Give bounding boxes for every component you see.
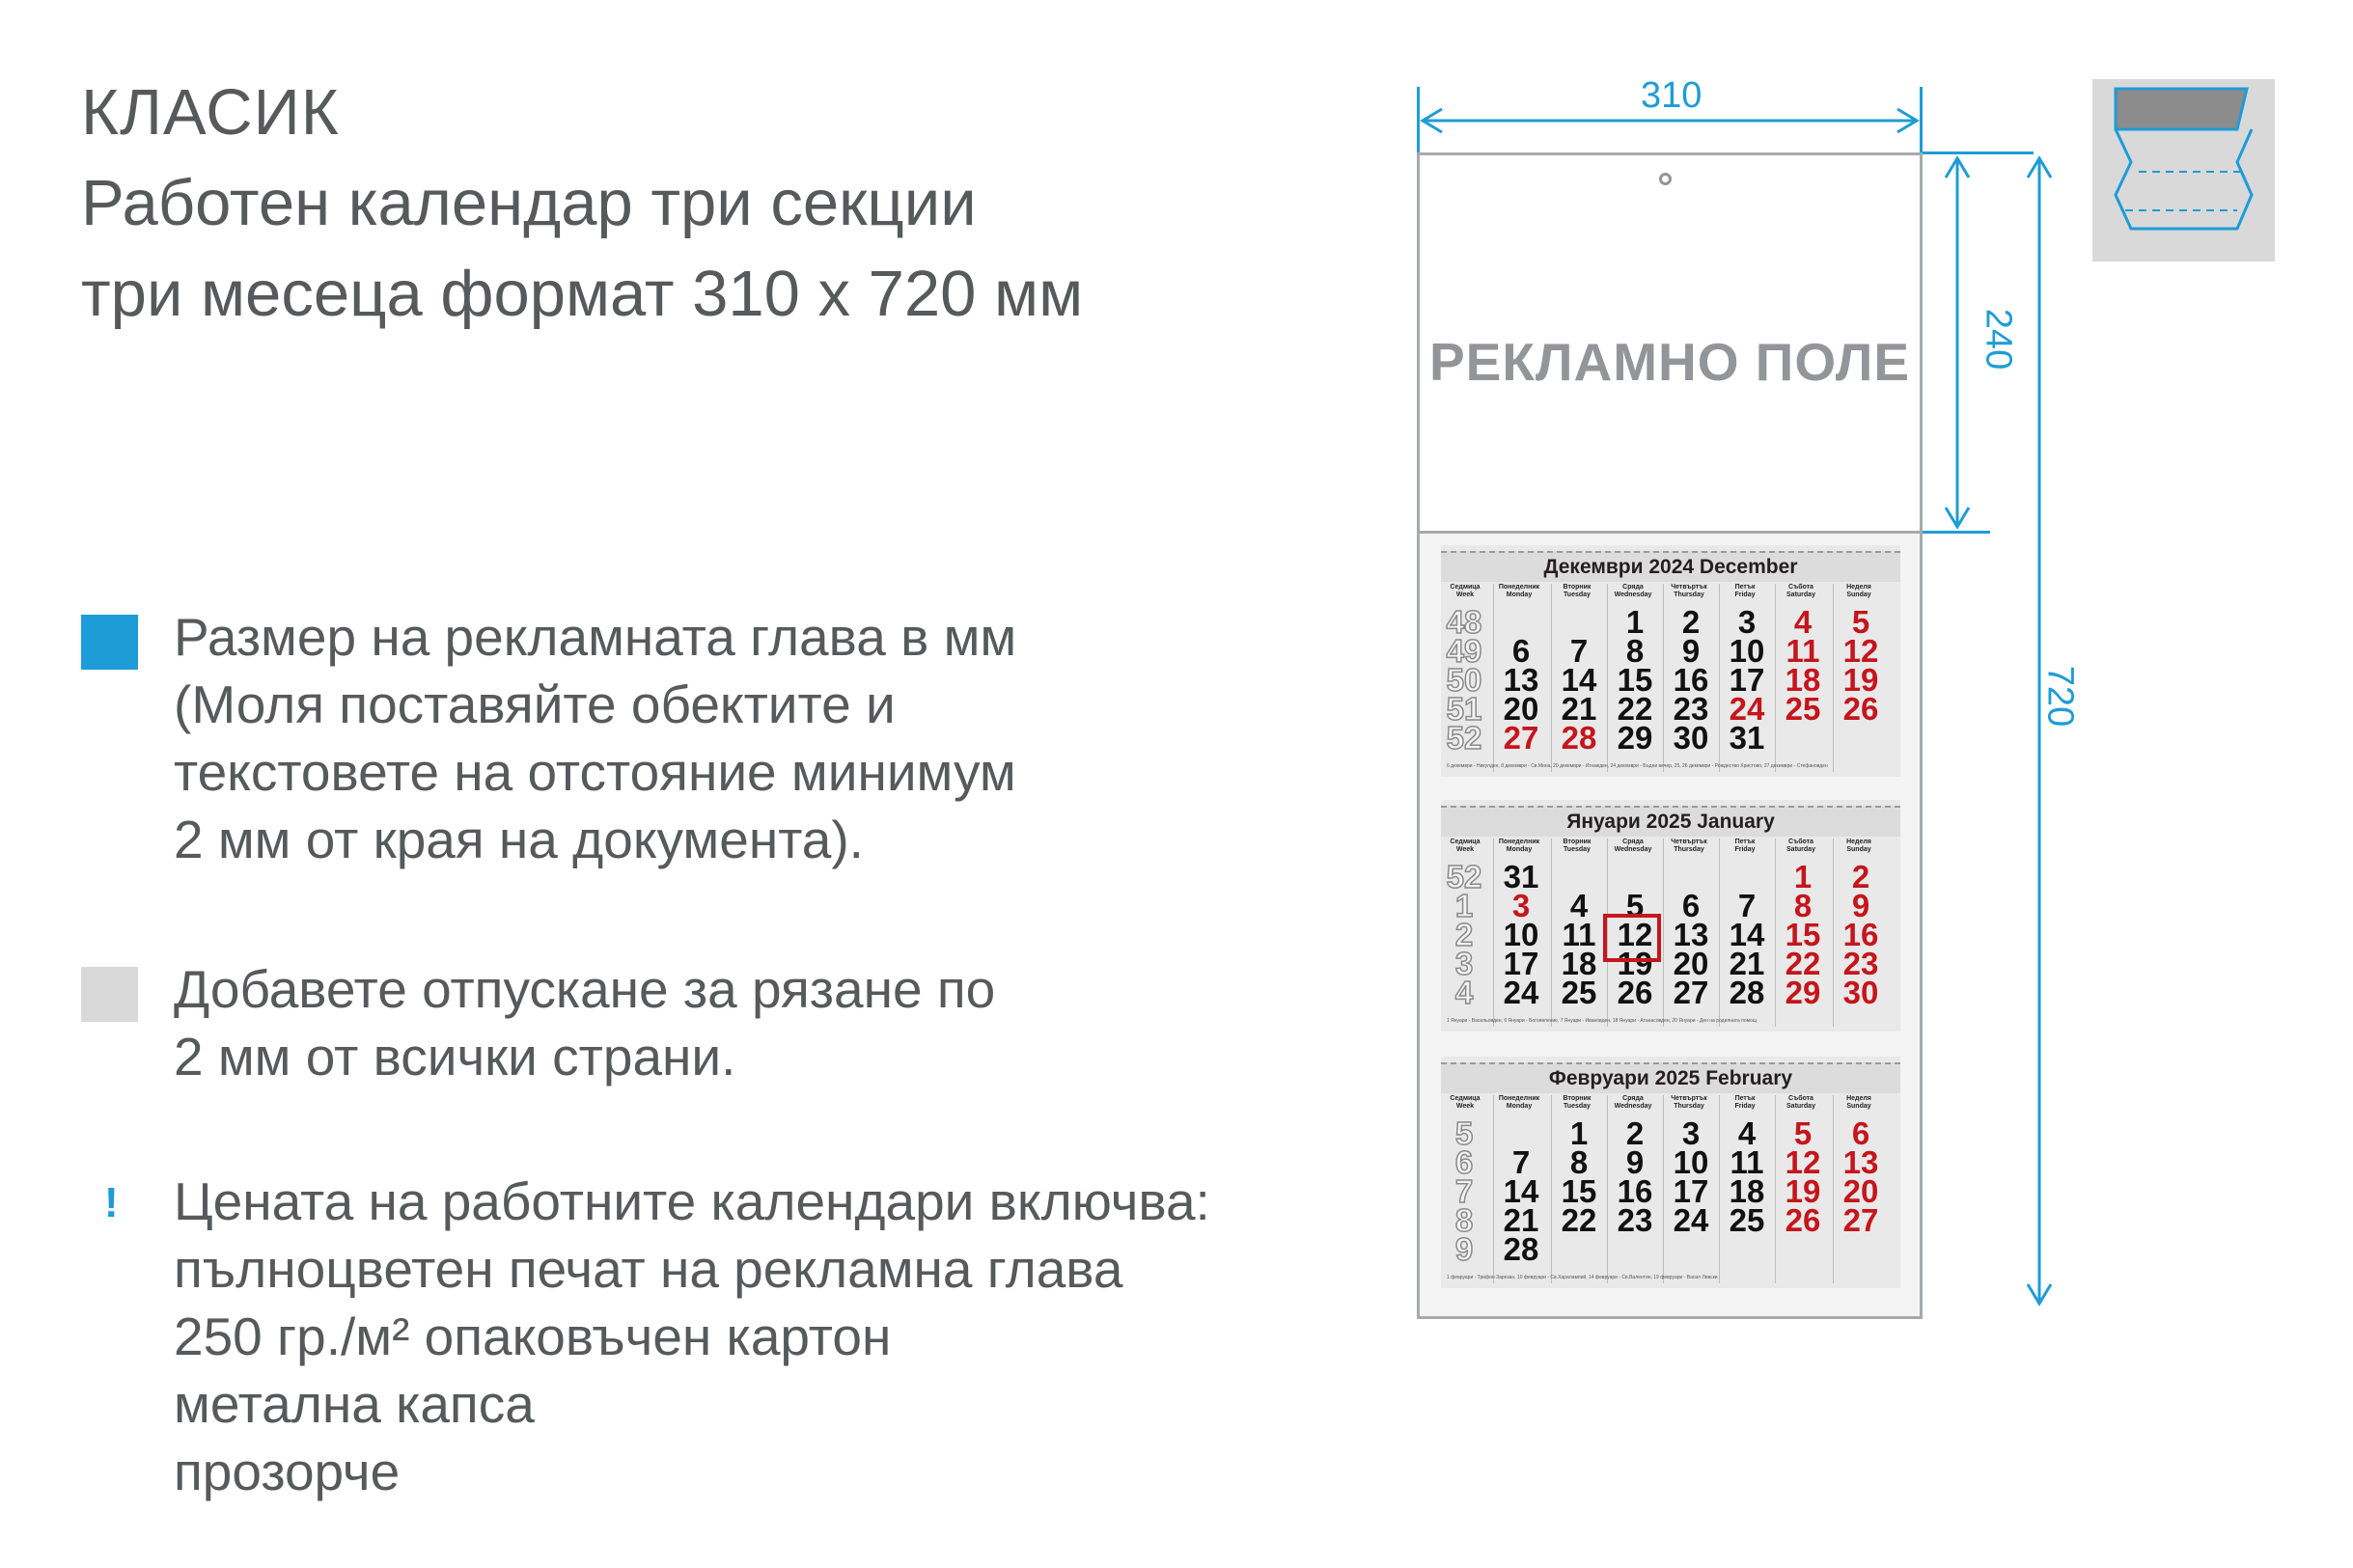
day-cell: 10 [1729, 633, 1765, 669]
column-divider [1775, 839, 1776, 1027]
day-cell: 14 [1503, 1173, 1539, 1209]
day-header: Сряда Wednesday [1614, 584, 1652, 598]
day-cell: 23 [1842, 946, 1879, 981]
day-header: Вторник Tuesday [1563, 839, 1592, 853]
day-header: Четвъртък Thursday [1671, 584, 1707, 598]
day-headers [1441, 839, 1900, 854]
column-divider [1551, 584, 1552, 772]
column-divider [1607, 584, 1608, 772]
month-section-january [1441, 800, 1900, 1032]
week-number: 3 [1454, 946, 1474, 981]
column-divider [1775, 1095, 1776, 1283]
day-cell: 28 [1561, 720, 1597, 756]
day-cell: 22 [1617, 691, 1653, 727]
column-divider [1719, 584, 1720, 772]
day-header: Четвъртък Thursday [1671, 839, 1707, 853]
day-cell: 24 [1729, 691, 1765, 727]
column-divider [1775, 584, 1776, 772]
day-cell: 10 [1503, 917, 1539, 952]
column-divider [1607, 1095, 1608, 1283]
day-cell: 29 [1617, 720, 1653, 756]
week-number: 1 [1454, 888, 1474, 923]
day-cell: 8 [1569, 1144, 1589, 1180]
day-cell: 17 [1673, 1173, 1709, 1209]
note-line: Цената на работните календари включва: [174, 1171, 1210, 1231]
product-name: КЛАСИК [81, 76, 340, 149]
day-cell: 28 [1729, 975, 1765, 1010]
day-cell: 3 [1511, 888, 1531, 923]
hanging-hole-icon [1659, 173, 1672, 185]
note-line: (Моля поставяйте обектите и [174, 674, 896, 734]
day-cell: 7 [1511, 1144, 1531, 1180]
day-cell: 8 [1793, 888, 1813, 923]
column-divider [1551, 1095, 1552, 1283]
day-header: Събота Saturday [1786, 839, 1815, 853]
day-cell: 2 [1851, 859, 1870, 894]
day-cell: 5 [1625, 888, 1645, 923]
day-cell: 12 [1785, 1144, 1821, 1180]
head-height-label: 240 [1978, 308, 2019, 371]
day-cell: 18 [1785, 662, 1821, 698]
column-divider [1719, 839, 1720, 1027]
day-cell: 31 [1729, 720, 1765, 756]
head-height-arrow-icon [1943, 154, 1972, 531]
day-cell: 14 [1561, 662, 1597, 698]
week-number: 51 [1446, 691, 1482, 727]
week-number: 6 [1454, 1144, 1474, 1180]
day-cell: 6 [1851, 1115, 1870, 1151]
note-line: 2 мм от края на документа). [174, 810, 864, 869]
day-cell: 11 [1730, 1144, 1764, 1180]
day-cell: 27 [1503, 720, 1539, 756]
price-note [81, 1168, 1336, 1505]
day-header: Понеделник Monday [1498, 1095, 1540, 1110]
column-divider [1663, 584, 1664, 772]
day-cell: 5 [1851, 604, 1870, 640]
month-section-december [1441, 545, 1900, 777]
day-cell: 24 [1673, 1202, 1709, 1238]
note-line: 2 мм от всички страни. [174, 1027, 736, 1087]
day-header: Сряда Wednesday [1614, 839, 1652, 853]
note-line: метална капса [174, 1374, 535, 1434]
day-header: Понеделник Monday [1498, 839, 1540, 853]
day-header: Неделя Sunday [1846, 1095, 1871, 1110]
day-cell: 26 [1785, 1202, 1821, 1238]
holiday-footer: 1 февруари - Трифон Зарезан, 10 февруари - Св.Харалампий, 14 февруари - Св.Валентин, 19 февруари - Васил Левски [1447, 1275, 1718, 1280]
week-number: 7 [1454, 1173, 1474, 1209]
day-header: Неделя Sunday [1846, 839, 1871, 853]
day-cell: 30 [1673, 720, 1709, 756]
day-cell: 26 [1617, 975, 1653, 1010]
day-cell: 16 [1617, 1173, 1653, 1209]
day-cell: 18 [1561, 946, 1597, 981]
day-cell: 7 [1569, 633, 1589, 669]
day-cell: 24 [1503, 975, 1539, 1010]
column-divider [1833, 584, 1834, 772]
day-cell: 30 [1842, 975, 1879, 1010]
day-header: Петък Friday [1734, 1095, 1756, 1110]
day-cell: 11 [1562, 917, 1596, 952]
day-cell: 11 [1786, 633, 1820, 669]
day-cell: 31 [1503, 859, 1539, 894]
day-cell: 14 [1729, 917, 1765, 952]
note-line: прозорче [174, 1442, 401, 1501]
day-cell: 22 [1785, 946, 1821, 981]
week-number: 49 [1446, 633, 1482, 669]
column-divider [1719, 1095, 1720, 1283]
day-cell: 9 [1625, 1144, 1645, 1180]
total-height-label: 720 [2039, 665, 2081, 728]
window-slider[interactable] [1603, 914, 1661, 962]
week-number: 48 [1446, 604, 1482, 640]
bleed-note [81, 955, 1336, 1090]
day-header: Вторник Tuesday [1563, 1095, 1592, 1110]
day-header: Седмица Week [1450, 839, 1481, 853]
day-cell: 27 [1842, 1202, 1879, 1238]
day-cell: 15 [1785, 917, 1821, 952]
day-cell: 1 [1793, 859, 1813, 894]
day-cell: 21 [1729, 946, 1765, 981]
day-cell: 4 [1737, 1115, 1757, 1151]
day-cell: 19 [1617, 946, 1653, 981]
column-divider [1663, 839, 1664, 1027]
day-header: Седмица Week [1450, 584, 1481, 598]
day-header: Събота Saturday [1786, 1095, 1815, 1110]
day-headers [1441, 584, 1900, 599]
day-cell: 16 [1842, 917, 1879, 952]
day-cell: 20 [1842, 1173, 1879, 1209]
holiday-footer: 1 Януари - Васильовден, 6 Януари - Богоявление, 7 Януари - Ивановден, 18 Януари - Атанасовден, 20 Януари - Ден на родилната помощ [1447, 1018, 1757, 1024]
product-format: три месеца формат 310 х 720 мм [81, 258, 1084, 330]
week-number: 52 [1446, 720, 1482, 756]
day-header: Събота Saturday [1786, 584, 1815, 598]
day-cell: 18 [1729, 1173, 1765, 1209]
note-line: 250 гр./м² опаковъчен картон [174, 1307, 892, 1366]
day-cell: 5 [1793, 1115, 1813, 1151]
day-header: Петък Friday [1734, 584, 1756, 598]
day-cell: 28 [1503, 1231, 1539, 1267]
column-divider [1833, 839, 1834, 1027]
day-cell: 27 [1673, 975, 1709, 1010]
day-cell: 3 [1681, 1115, 1701, 1151]
day-header: Вторник Tuesday [1563, 584, 1592, 598]
week-number: 4 [1454, 975, 1474, 1010]
month-title: Февруари 2025 February [1441, 1062, 1900, 1093]
day-cell: 1 [1625, 604, 1645, 640]
week-number: 5 [1454, 1115, 1474, 1151]
column-divider [1493, 584, 1494, 772]
day-cell: 23 [1673, 691, 1709, 727]
day-cell: 19 [1842, 662, 1879, 698]
month-title: Декември 2024 December [1441, 551, 1900, 582]
note-line: пълноцветен печат на рекламна глава [174, 1239, 1123, 1299]
day-cell: 8 [1625, 633, 1645, 669]
accent-square-icon [81, 615, 138, 670]
day-cell: 13 [1673, 917, 1709, 952]
exclamation-icon: ! [104, 1179, 119, 1226]
day-cell: 1 [1569, 1115, 1589, 1151]
day-cell: 20 [1673, 946, 1709, 981]
day-cell: 12 [1617, 917, 1653, 952]
column-divider [1833, 1095, 1834, 1283]
day-header: Неделя Sunday [1846, 584, 1871, 598]
day-cell: 21 [1503, 1202, 1539, 1238]
month-title: Януари 2025 January [1441, 806, 1900, 837]
ad-field-label: РЕКЛАМНО ПОЛЕ [1428, 332, 1911, 392]
day-cell: 15 [1561, 1173, 1597, 1209]
day-cell: 19 [1785, 1173, 1821, 1209]
ad-field [1417, 152, 1923, 534]
week-number: 8 [1454, 1202, 1474, 1238]
dim-tick [1923, 531, 1990, 534]
day-cell: 13 [1503, 662, 1539, 698]
day-cell: 25 [1561, 975, 1597, 1010]
title-block [81, 68, 1083, 340]
grey-square-icon [81, 967, 138, 1022]
day-header: Петък Friday [1734, 839, 1756, 853]
column-divider [1663, 1095, 1664, 1283]
day-header: Четвъртък Thursday [1671, 1095, 1707, 1110]
day-cell: 2 [1625, 1115, 1645, 1151]
day-cell: 25 [1785, 691, 1821, 727]
note-line: текстовете на отстояние минимум [174, 742, 1016, 802]
note-line: Добавете отпускане за рязане по [174, 959, 996, 1019]
product-subtitle: Работен календар три секции [81, 167, 977, 239]
day-cell: 12 [1842, 633, 1879, 669]
day-cell: 29 [1785, 975, 1821, 1010]
day-header: Понеделник Monday [1498, 584, 1540, 598]
day-headers [1441, 1095, 1900, 1111]
ad-size-note [81, 603, 1336, 873]
day-cell: 9 [1681, 633, 1701, 669]
day-cell: 9 [1851, 888, 1870, 923]
week-number: 9 [1454, 1231, 1474, 1267]
day-cell: 17 [1503, 946, 1539, 981]
day-cell: 22 [1561, 1202, 1597, 1238]
column-divider [1551, 839, 1552, 1027]
day-header: Сряда Wednesday [1614, 1095, 1652, 1110]
column-divider [1493, 839, 1494, 1027]
day-cell: 6 [1681, 888, 1701, 923]
day-cell: 3 [1737, 604, 1757, 640]
day-header: Седмица Week [1450, 1095, 1481, 1110]
day-cell: 26 [1842, 691, 1879, 727]
day-cell: 7 [1737, 888, 1757, 923]
holiday-footer: 6 декември - Никулден, 8 декември - Св.Мина, 20 декември - Игнажден, 24 декември - Бъдни вечер, 25, 26 декември - Рождество Христово, 27 декември - Стефановден [1447, 763, 1828, 769]
day-cell: 21 [1561, 691, 1597, 727]
day-cell: 20 [1503, 691, 1539, 727]
week-number: 50 [1446, 662, 1482, 698]
day-cell: 25 [1729, 1202, 1765, 1238]
calendar-body [1417, 531, 1923, 1319]
month-section-february [1441, 1057, 1900, 1288]
day-cell: 15 [1617, 662, 1653, 698]
day-cell: 10 [1673, 1144, 1709, 1180]
folding-icon [2092, 79, 2275, 261]
day-cell: 16 [1673, 662, 1709, 698]
day-cell: 6 [1511, 633, 1531, 669]
width-label: 310 [1641, 75, 1702, 116]
note-line: Размер на рекламната глава в мм [174, 607, 1017, 667]
day-cell: 2 [1681, 604, 1701, 640]
day-cell: 23 [1617, 1202, 1653, 1238]
column-divider [1493, 1095, 1494, 1283]
week-number: 2 [1454, 917, 1474, 952]
day-cell: 4 [1569, 888, 1589, 923]
day-cell: 4 [1793, 604, 1813, 640]
day-cell: 17 [1729, 662, 1765, 698]
week-number: 52 [1446, 859, 1482, 894]
day-cell: 13 [1842, 1144, 1879, 1180]
